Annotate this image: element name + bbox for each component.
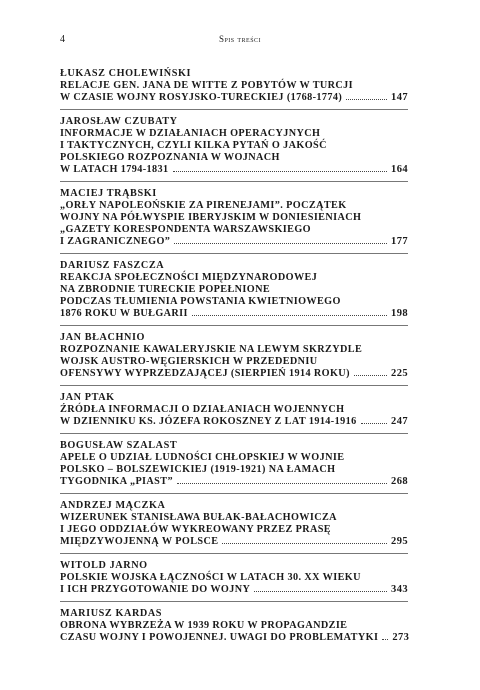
dot-leader: [192, 315, 387, 316]
page-header: [60, 34, 420, 48]
entry-title-line: TYGODNIKA „PIAST”: [60, 476, 173, 487]
entry-last-line: [60, 584, 408, 596]
entry-author: DARIUSZ FASZCZA: [60, 260, 165, 271]
entry-page-number: 268: [391, 476, 408, 487]
toc-entry: [60, 332, 408, 386]
entry-title-line: I TAKTYCZNYCH, CZYLI KILKA PYTAŃ O JAKOŚĆ: [60, 140, 327, 151]
entry-title-line: POLSKO – BOLSZEWICKIEJ (1919-1921) NA ŁAMACH: [60, 464, 336, 475]
toc-entry: [60, 608, 408, 649]
dot-leader: [177, 483, 387, 484]
dot-leader: [222, 543, 387, 544]
entry-title-line: „ORŁY NAPOLEOŃSKIE ZA PIRENEJAMI”. POCZĄTEK: [60, 200, 347, 211]
toc-entry: [60, 116, 408, 182]
table-of-contents: [60, 68, 408, 655]
entry-title-line: RELACJE GEN. JANA DE WITTE Z POBYTÓW W TURCJI: [60, 80, 354, 91]
toc-entry: [60, 560, 408, 602]
entry-last-line: [60, 92, 408, 104]
entry-page-number: 343: [391, 584, 408, 595]
entry-title-line: OBRONA WYBRZEŻA W 1939 ROKU W PROPAGANDZIE: [60, 620, 348, 631]
entry-title-line: INFORMACJE W DZIAŁANIACH OPERACYJNYCH: [60, 128, 321, 139]
entry-author: BOGUSŁAW SZALAST: [60, 440, 178, 451]
entry-title-line: WOJNY NA PÓŁWYSPIE IBERYJSKIM W DONIESIENIACH: [60, 212, 362, 223]
entry-title-line: MIĘDZYWOJENNĄ W POLSCE: [60, 536, 219, 547]
dot-leader: [361, 423, 387, 424]
entry-title-line: 1876 ROKU W BUŁGARII: [60, 308, 188, 319]
entry-title-line: REAKCJA SPOŁECZNOŚCI MIĘDZYNARODOWEJ: [60, 272, 318, 283]
entry-author: MARIUSZ KARDAS: [60, 608, 163, 619]
entry-last-line: [60, 536, 408, 548]
entry-author: JAN PTAK: [60, 392, 115, 403]
toc-entry: [60, 392, 408, 434]
entry-last-line: [60, 164, 408, 176]
entry-title-line: NA ZBRODNIE TURECKIE POPEŁNIONE: [60, 284, 271, 295]
toc-entry: [60, 68, 408, 110]
entry-title-line: POLSKIE WOJSKA ŁĄCZNOŚCI W LATACH 30. XX WIEKU: [60, 572, 361, 583]
entry-title-line: POLSKIEGO ROZPOZNANIA W WOJNACH: [60, 152, 280, 163]
entry-author: WITOLD JARNO: [60, 560, 148, 571]
entry-page-number: 177: [391, 236, 408, 247]
entry-title-line: I ZAGRANICZNEGO”: [60, 236, 171, 247]
toc-entry: [60, 500, 408, 554]
entry-last-line: [60, 236, 408, 248]
entry-title-line: W CZASIE WOJNY ROSYJSKO-TURECKIEJ (1768-1774): [60, 92, 343, 103]
entry-page-number: 147: [391, 92, 408, 103]
running-title: Spis treści: [218, 34, 262, 44]
entry-title-line: PODCZAS TŁUMIENIA POWSTANIA KWIETNIOWEGO: [60, 296, 341, 307]
entry-title-line: W LATACH 1794-1831: [60, 164, 169, 175]
toc-entry: [60, 188, 408, 254]
entry-last-line: [60, 308, 408, 320]
entry-title-line: I ICH PRZYGOTOWANIE DO WOJNY: [60, 584, 251, 595]
dot-leader: [382, 639, 388, 640]
entry-author: ŁUKASZ CHOLEWIŃSKI: [60, 68, 192, 79]
toc-entry: [60, 260, 408, 326]
entry-title-line: ROZPOZNANIE KAWALERYJSKIE NA LEWYM SKRZYDLE: [60, 344, 363, 355]
entry-title-line: WOJSK AUSTRO-WĘGIERSKICH W PRZEDEDNIU: [60, 356, 318, 367]
entry-title-line: W DZIENNIKU KS. JÓZEFA ROKOSZNEY Z LAT 1914-1916: [60, 416, 357, 427]
entry-page-number: 198: [391, 308, 408, 319]
entry-author: ANDRZEJ MĄCZKA: [60, 500, 166, 511]
dot-leader: [354, 375, 387, 376]
entry-page-number: 225: [391, 368, 408, 379]
entry-title-line: ŹRÓDŁA INFORMACJI O DZIAŁANIACH WOJENNYCH: [60, 404, 345, 415]
dot-leader: [254, 591, 387, 592]
dot-leader: [173, 171, 388, 172]
entry-last-line: [60, 632, 408, 644]
toc-entry: [60, 440, 408, 494]
page-number: 4: [60, 34, 65, 45]
dot-leader: [174, 243, 387, 244]
entry-page-number: 273: [392, 632, 410, 643]
entry-title-line: I JEGO ODDZIAŁÓW WYKREOWANY PRZEZ PRASĘ: [60, 524, 331, 535]
entry-title-line: „GAZETY KORESPONDENTA WARSZAWSKIEGO: [60, 224, 312, 235]
entry-title-line: APELE O UDZIAŁ LUDNOŚCI CHŁOPSKIEJ W WOJNIE: [60, 452, 345, 463]
entry-title-line: WIZERUNEK STANISŁAWA BUŁAK-BAŁACHOWICZA: [60, 512, 337, 523]
entry-page-number: 295: [391, 536, 408, 547]
entry-page-number: 247: [391, 416, 408, 427]
entry-last-line: [60, 368, 408, 380]
entry-title-line: OFENSYWY WYPRZEDZAJĄCEJ (SIERPIEŃ 1914 ROKU): [60, 368, 350, 379]
entry-last-line: [60, 416, 408, 428]
entry-author: JAN BŁACHNIO: [60, 332, 146, 343]
entry-author: MACIEJ TRĄBSKI: [60, 188, 157, 199]
entry-last-line: [60, 476, 408, 488]
dot-leader: [346, 99, 387, 100]
entry-page-number: 164: [391, 164, 408, 175]
entry-author: JAROSŁAW CZUBATY: [60, 116, 178, 127]
entry-title-line: CZASU WOJNY I POWOJENNEJ. UWAGI DO PROBLEMATYKI: [60, 632, 379, 643]
